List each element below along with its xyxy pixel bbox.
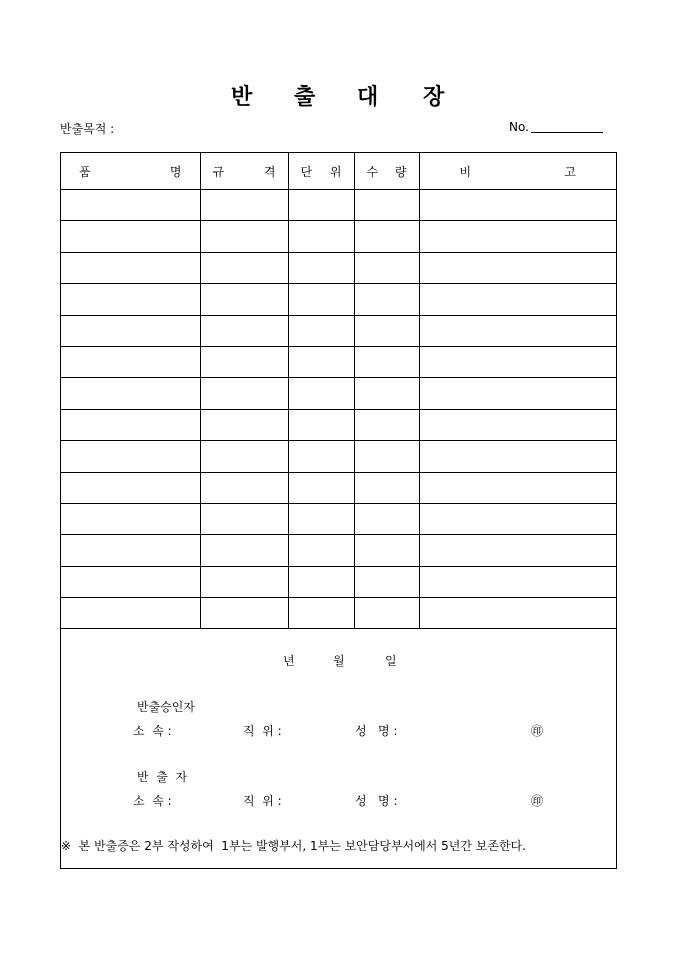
table-cell[interactable]: [61, 598, 200, 629]
retention-notice: ※ 본 반출증은 2부 작성하여 1부는 발행부서, 1부는 보안담당부서에서 5년간 보존한다.: [61, 839, 526, 853]
table-cell[interactable]: [419, 190, 616, 221]
table-cell[interactable]: [419, 284, 616, 315]
table-cell[interactable]: [61, 346, 200, 377]
title-char-2: 출: [294, 84, 316, 110]
table-row: [61, 346, 616, 377]
date-day: 일: [385, 654, 397, 668]
table-cell[interactable]: [200, 315, 288, 346]
table-cell[interactable]: [200, 598, 288, 629]
table-cell[interactable]: [419, 598, 616, 629]
exporter-seal-icon: ㊞: [531, 794, 544, 808]
table-cell[interactable]: [200, 284, 288, 315]
table-cell[interactable]: [288, 190, 354, 221]
table-cell[interactable]: [419, 315, 616, 346]
approver-seal-icon: ㊞: [531, 724, 544, 738]
table-cell[interactable]: [354, 409, 419, 440]
table-cell[interactable]: [288, 503, 354, 534]
table-cell[interactable]: [354, 503, 419, 534]
title-char-4: 장: [423, 84, 445, 110]
table-cell[interactable]: [419, 472, 616, 503]
table-cell[interactable]: [200, 441, 288, 472]
table-row: [61, 503, 616, 534]
table-row: [61, 221, 616, 252]
table-cell[interactable]: [61, 503, 200, 534]
exporter-dept[interactable]: 소 속 :: [133, 794, 172, 808]
table-cell[interactable]: [354, 252, 419, 283]
table-row: [61, 284, 616, 315]
table-cell[interactable]: [419, 221, 616, 252]
table-cell[interactable]: [354, 284, 419, 315]
table-cell[interactable]: [288, 535, 354, 566]
header-remarks: 비 고: [419, 153, 616, 190]
exporter-label: 반 출 자: [137, 770, 188, 784]
table-cell[interactable]: [288, 472, 354, 503]
table-cell[interactable]: [200, 566, 288, 597]
table-cell[interactable]: [61, 378, 200, 409]
title-char-3: 대: [357, 84, 379, 110]
table-cell[interactable]: [200, 346, 288, 377]
table-cell[interactable]: [419, 503, 616, 534]
header-item-name: 품 명: [61, 153, 200, 190]
form-frame: [60, 152, 617, 869]
table-cell[interactable]: [288, 346, 354, 377]
table-cell[interactable]: [200, 190, 288, 221]
doc-number-field[interactable]: [531, 120, 603, 133]
table-cell[interactable]: [419, 441, 616, 472]
table-cell[interactable]: [200, 503, 288, 534]
approver-label: 반출승인자: [137, 700, 195, 714]
table-cell[interactable]: [200, 472, 288, 503]
approver-dept[interactable]: 소 속 :: [133, 724, 172, 738]
doc-number: [509, 120, 603, 134]
date-year: 년: [283, 654, 295, 668]
table-row: [61, 535, 616, 566]
table-row: [61, 472, 616, 503]
table-row: [61, 409, 616, 440]
table-row: [61, 252, 616, 283]
table-cell[interactable]: [61, 190, 200, 221]
title-char-1: 반: [231, 84, 253, 110]
table-header-row: [61, 153, 616, 190]
table-cell[interactable]: [61, 284, 200, 315]
approver-name[interactable]: 성 명 :: [355, 724, 398, 738]
table-cell[interactable]: [419, 566, 616, 597]
table-cell[interactable]: [354, 535, 419, 566]
table-row: [61, 315, 616, 346]
table-cell[interactable]: [419, 346, 616, 377]
table-cell[interactable]: [419, 378, 616, 409]
table-cell[interactable]: [419, 535, 616, 566]
table-row: [61, 598, 616, 629]
table-cell[interactable]: [61, 441, 200, 472]
table-row: [61, 566, 616, 597]
table-cell[interactable]: [200, 378, 288, 409]
table-cell[interactable]: [200, 535, 288, 566]
table-cell[interactable]: [288, 598, 354, 629]
table-cell[interactable]: [288, 252, 354, 283]
table-cell[interactable]: [288, 409, 354, 440]
table-cell[interactable]: [288, 315, 354, 346]
table-cell[interactable]: [61, 252, 200, 283]
exporter-position[interactable]: 직 위 :: [243, 794, 282, 808]
table-row: [61, 190, 616, 221]
exporter-name[interactable]: 성 명 :: [355, 794, 398, 808]
table-cell[interactable]: [288, 378, 354, 409]
table-cell[interactable]: [288, 441, 354, 472]
table-cell[interactable]: [61, 315, 200, 346]
table-cell[interactable]: [419, 252, 616, 283]
table-cell[interactable]: [288, 221, 354, 252]
table-cell[interactable]: [354, 346, 419, 377]
table-cell[interactable]: [200, 409, 288, 440]
table-row: [61, 441, 616, 472]
table-cell[interactable]: [200, 252, 288, 283]
table-cell[interactable]: [354, 190, 419, 221]
date-month: 월: [333, 654, 345, 668]
table-cell[interactable]: [61, 409, 200, 440]
table-row: [61, 378, 616, 409]
table-cell[interactable]: [61, 221, 200, 252]
purpose-label: 반출목적 :: [60, 122, 115, 136]
header-spec: 규 격: [200, 153, 288, 190]
items-table: [61, 153, 616, 629]
table-cell[interactable]: [200, 221, 288, 252]
table-cell[interactable]: [354, 221, 419, 252]
table-cell[interactable]: [288, 284, 354, 315]
table-cell[interactable]: [288, 566, 354, 597]
table-cell[interactable]: [354, 315, 419, 346]
approver-position[interactable]: 직 위 :: [243, 724, 282, 738]
table-cell[interactable]: [61, 566, 200, 597]
table-cell[interactable]: [354, 566, 419, 597]
table-cell[interactable]: [61, 535, 200, 566]
table-cell[interactable]: [354, 378, 419, 409]
header-quantity: 수 량: [354, 153, 419, 190]
table-cell[interactable]: [354, 441, 419, 472]
table-cell[interactable]: [354, 598, 419, 629]
doc-number-label: No.: [509, 120, 529, 134]
table-cell[interactable]: [354, 472, 419, 503]
table-cell[interactable]: [419, 409, 616, 440]
table-cell[interactable]: [61, 472, 200, 503]
header-unit: 단 위: [288, 153, 354, 190]
